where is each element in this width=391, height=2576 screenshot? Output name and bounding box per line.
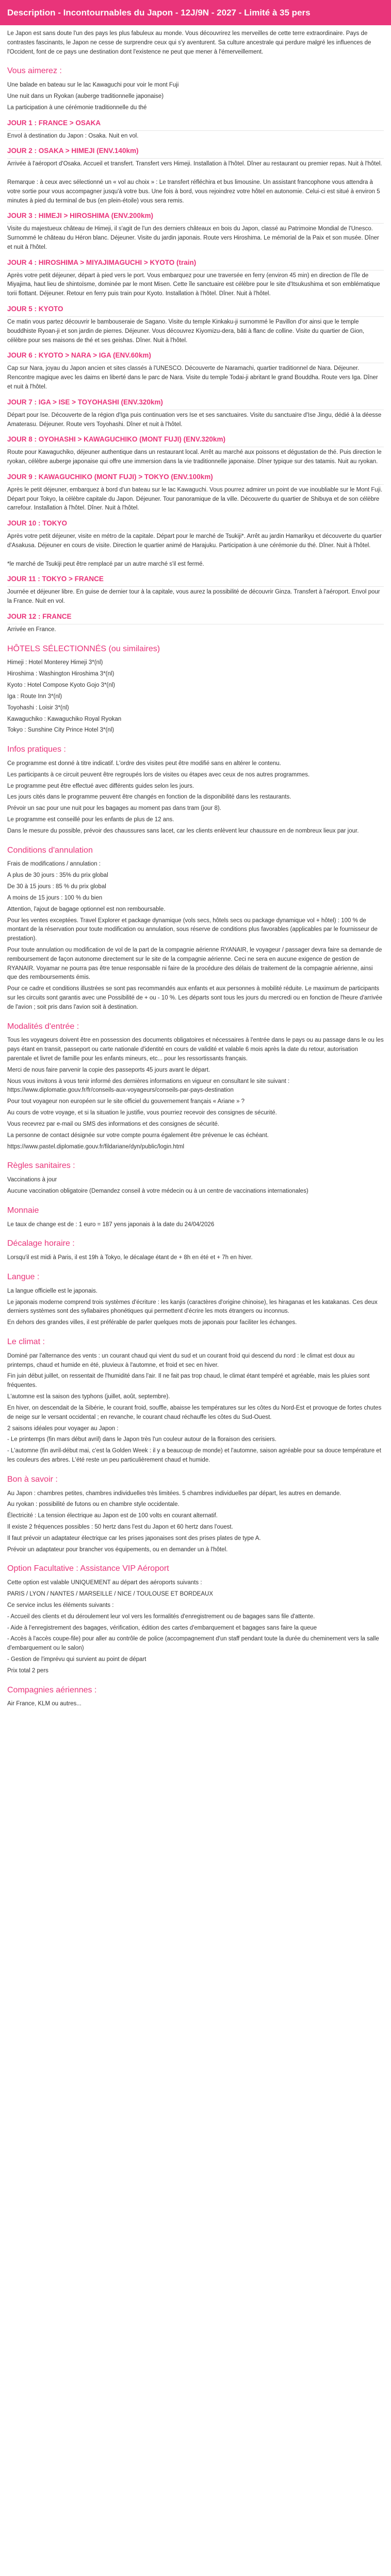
formalities-text: La personne de contact désignée sur votre compte pourra également être prévenue le cas échéant. xyxy=(7,1132,269,1139)
day-title: JOUR 7 : IGA > ISE > TOYOHASHI (ENV.320km) xyxy=(7,397,384,410)
day-description: Journée et déjeuner libre. En guise de dernier tour à la capitale, vous aurez la possibilité de découvrir Ginza. Transfert à l'aéroport. Envol pour la France. Nuit en vol. xyxy=(7,589,380,605)
currency-section xyxy=(7,1205,384,1230)
formalities-heading: Modalités d'entrée : xyxy=(7,1022,79,1031)
day-title: JOUR 8 : OYOHASHI > KAWAGUCHIKO (MONT FUJI) (ENV.320km) xyxy=(7,434,384,447)
climate-text: Fin juin début juillet, on ressentait de l'humidité dans l'air. Il ne fait pas trop chaud, le climat étant tempéré et agréable, mais les pluies sont fréquentes. xyxy=(7,1373,370,1389)
insurance-text: - Gestion de l'imprévu qui survient au point de départ xyxy=(7,1656,146,1663)
day-4 xyxy=(7,258,384,299)
health-heading: Règles sanitaires : xyxy=(7,1161,75,1171)
day-7 xyxy=(7,397,384,430)
day-description: Après votre petit déjeuner, départ à pied vers le port. Vous embarquez pour une traversée en ferry (environ 45 min) en direction de l'île de Miyajima, haut lieu de shintoïsme, dominée par le mont Misen. Cette île sanctuaire est célèbre pour le site d'Itsukushima et son emblématique torii flottant. Déjeuner. Retour en ferry puis train pour Kyoto. Installation à l'hôtel. Dîner. Nuit à l'hôtel. xyxy=(7,272,380,297)
formalities-text: Tous les voyageurs doivent être en possession des documents obligatoires et nécessaires à l'entrée dans le pays ou au passage dans le ou les pays étant en transit, passeport ou carte nationale d'identité en cours de validité et valable 6 mois après la date du retour, autorisation parentale et livret de famille pour les enfants mineurs, etc... pour les ressortissants français. xyxy=(7,1037,384,1062)
climate-text: 2 saisons idéales pour voyager au Japon : xyxy=(7,1425,119,1432)
day-10 xyxy=(7,518,384,569)
content xyxy=(0,25,391,1716)
cancellation-text: A plus de 30 jours : 35% du prix global xyxy=(7,872,108,879)
day-description: Après votre petit déjeuner, visite en métro de la capitale. Départ pour le marché de Tsukiji*. Arrêt au jardin Hamarikyu et découverte du quartier d'Asakusa. Déjeuner en cours de visite. Direction le quartier animé de Harajuku. Participation à une cérémonie du thé. Dîner. Nuit à l'hôtel. *le marché de Tsukiji peut être remplacé par un autre marché s'il est fermé. xyxy=(7,533,382,567)
day-1 xyxy=(7,118,384,141)
day-6 xyxy=(7,350,384,392)
insurance-text: - Accueil des clients et du déroulement leur vol vers les formalités d'enregistrement ou de bagages sans file d'attente. xyxy=(7,1613,315,1620)
day-description: Route pour Kawaguchiko, déjeuner authentique dans un restaurant local. Arrêt au marché aux poissons et dégustation de thé. Puis direction le ryokan, célèbre auberge japonaise qui offre une immersion dans la vie traditionnelle japonaise. Dîner typique sur des tatamis. Nuit au ryokan. xyxy=(7,449,382,465)
day-12 xyxy=(7,612,384,635)
cancellation-heading: Conditions d'annulation xyxy=(7,845,93,855)
airlines-section xyxy=(7,1684,384,1709)
health-text: Aucune vaccination obligatoire (Demandez conseil à votre médecin ou à un centre de vaccinations internationales) xyxy=(7,1188,308,1194)
currency-text: Le taux de change est de : 1 euro = 187 yens japonais à la date du 24/04/2026 xyxy=(7,1221,215,1228)
practical-heading: Infos pratiques : xyxy=(7,745,66,754)
day-3 xyxy=(7,211,384,252)
day-title: JOUR 9 : KAWAGUCHIKO (MONT FUJI) > TOKYO (ENV.100km) xyxy=(7,472,384,485)
day-11 xyxy=(7,574,384,606)
tips-section xyxy=(7,1473,384,1555)
cancellation-text: De 30 à 15 jours : 85 % du prix global xyxy=(7,884,106,890)
cancellation-text: Frais de modifications / annulation : xyxy=(7,861,101,868)
language-heading: Langue : xyxy=(7,1273,40,1281)
day-title: JOUR 2 : OSAKA > HIMEJI (ENV.140km) xyxy=(7,146,384,159)
day-title: JOUR 12 : FRANCE xyxy=(7,612,384,624)
day-description: Arrivée à l'aéroport d'Osaka. Accueil et transfert. Transfert vers Himeji. Installation à l'hôtel. Dîner au restaurant ou premier repas. Nuit à l'hôtel. Remarque : à ceux avec sélectionné un « vol au choix » : Le transfert réfléchira et bus limousine. Un assistant francophone vous attendra à votre sortie pour vous accompagner jusqu'à votre bus. Une fois à bord, vous rejoindrez votre hôtel en autonomie. Celui-ci est situé à environ 5 minutes à pied du terminal de bus (en plein-étoile) vous sera remis. xyxy=(7,161,382,204)
day-title: JOUR 4 : HIROSHIMA > MIYAJIMAGUCHI > KYOTO (train) xyxy=(7,258,384,270)
day-description: Départ pour Ise. Découverte de la région d'Iga puis continuation vers Ise et ses sanctuaires. Visite du sanctuaire d'Ise Jingu, dédié à la déesse Amaterasu. Déjeuner. Route vers Toyohashi. Dîner et nuit à l'hôtel. xyxy=(7,412,382,428)
hotels-list xyxy=(7,658,384,735)
day-8 xyxy=(7,434,384,467)
practical-text: Le programme peut être effectué avec différents guides selon les jours. xyxy=(7,783,194,789)
practical-text: Prévoir un sac pour une nuit pour les bagages au moment pas dans tram (jour 8). xyxy=(7,805,221,812)
cancellation-text: A moins de 15 jours : 100 % du bien xyxy=(7,894,103,901)
insurance-text: - Accès à l'accès coupe-file) pour aller au contrôle de police (accompagnement d'un staff pendant toute la durée du cheminement vers la salle d'embarquement ou le salon) xyxy=(7,1636,379,1652)
practical-text: Dans le mesure du possible, prévoir des chaussures sans lacet, car les clients enlèvent leur chaussure en de nombreux lieux par jour. xyxy=(7,827,359,834)
climate-text: En hiver, on descendait de la Sibérie, le courant froid, souffle, abaisse les températures sur les côtes du Nord-Est et provoque de fortes chutes de neige sur le versant occidental ; en revanche, le courant chaud réchauffe les côtes du Sud-Ouest. xyxy=(7,1404,382,1420)
day-description: Ce matin vous partez découvrir le bambouseraie de Sagano. Visite du temple Kinkaku-ji surnommé le Pavillon d'or ainsi que le temple bouddhiste Ryoan-ji et son jardin de pierres. Déjeuner. Vous découvrez Kiyomizu-dera, bâti à flanc de colline. Visite du quartier de Gion, célèbre pour ses maisons de thé et ses geishas. Dîner. Nuit à l'hôtel. xyxy=(7,318,365,344)
formalities-section xyxy=(7,1021,384,1152)
cancellation-text: Pour ce cadre et conditions illustrées se sont pas recommandés aux enfants et aux personnes à mobilité réduite. Le maximum de participants sur les circuits sont garantis avec une Possibilité de + ou - 10 %. Les départs sont tous les jours du mercredi ou en fonction de l'heure d'arrivée de l'avion ; soit pris dans l'avion soit à destination. xyxy=(7,986,383,1010)
cancellation-section xyxy=(7,844,384,1012)
climate-text: - L'automne (fin avril-début mai, c'est la Golden Week : il y a beaucoup de monde) et l'automne, saison agréable pour sa douce température et les couleurs des arbres. L'été reste un peu particulièrement chaud et humide. xyxy=(7,1448,381,1463)
day-5 xyxy=(7,304,384,345)
day-title: JOUR 3 : HIMEJI > HIROSHIMA (ENV.200km) xyxy=(7,211,384,224)
days-list xyxy=(7,118,384,635)
cancellation-text: Pour toute annulation ou modification de vol de la part de la compagnie aérienne RYANAIR, le voyageur / passager devra faire sa demande de remboursement de façon autonome directement sur le site de la compagnie aérienne. Ceci ne sera en aucune exigence de gestion de RYANAIR. Voyamar ne pourra pas être tenue responsable ni faire de la procédure des délais de traitement de la compagnie aérienne, ainsi que des remboursements émis. xyxy=(7,946,382,981)
day-title: JOUR 6 : KYOTO > NARA > IGA (ENV.60km) xyxy=(7,350,384,363)
tips-text: Il existe 2 fréquences possibles : 50 hertz dans l'est du Japon et 60 hertz dans l'ouest. xyxy=(7,1524,233,1531)
insurance-text: Ce service inclus les éléments suivants : xyxy=(7,1602,114,1608)
hotel-item: Iga : Route Inn 3*(nl) xyxy=(7,693,62,700)
health-text: Vaccinations à jour xyxy=(7,1177,57,1183)
insurance-heading: Option Facultative : Assistance VIP Aéroport xyxy=(7,1564,169,1573)
intro-section xyxy=(7,29,384,57)
hotel-item: Hiroshima : Washington Hiroshima 3*(nl) xyxy=(7,671,115,677)
tips-text: Électricité : La tension électrique au Japon est de 100 volts en courant alternatif. xyxy=(7,1513,218,1519)
highlight-item: Une balade en bateau sur le lac Kawaguchi pour voir le mont Fuji xyxy=(7,82,179,89)
hotels-heading: HÔTELS SÉLECTIONNÉS (ou similaires) xyxy=(7,644,160,653)
cancellation-text: Attention, l'ajout de bagage optionnel est non remboursable. xyxy=(7,906,166,912)
formalities-text: Vous recevrez par e-mail ou SMS des informations et des consignes de sécurité. xyxy=(7,1121,220,1127)
currency-heading: Monnaie xyxy=(7,1206,39,1215)
highlights-list xyxy=(7,81,384,112)
time-heading: Décalage horaire : xyxy=(7,1239,75,1248)
hotel-item: Kyoto : Hotel Compose Kyoto Gojo 3*(nl) xyxy=(7,682,116,689)
hotel-item: Kawaguchiko : Kawaguchiko Royal Ryokan xyxy=(7,716,122,722)
highlight-item: Une nuit dans un Ryokan (auberge traditionnelle japonaise) xyxy=(7,93,164,99)
day-title: JOUR 10 : TOKYO xyxy=(7,518,384,531)
day-2 xyxy=(7,146,384,206)
insurance-text: Prix total 2 pers xyxy=(7,1667,48,1674)
highlights-heading: Vous aimerez : xyxy=(7,66,62,76)
language-text: La langue officielle est le japonais. xyxy=(7,1287,97,1294)
hotel-item: Toyohashi : Loisir 3*(nl) xyxy=(7,704,69,711)
tips-text: Au Japon : chambres petites, chambres individuelles très limitées. 5 chambres individuelles par départ, les autres en demande. xyxy=(7,1490,341,1497)
intro-text: Le Japon est sans doute l'un des pays les plus fabuleux au monde. Vous découvrirez les merveilles de cette terre extraordinaire. Pays de contrastes fascinants, le Japon ne cesse de surprendre ceux qui s'y aventurent. Sa culture ancestrale qui perdure malgré les influences de l'Occident, font de ce pays une destination dont l'existence ne peut que mener à l'émerveillement. xyxy=(7,30,371,55)
hotel-item: Himeji : Hotel Monterey Himeji 3*(nl) xyxy=(7,659,103,666)
practical-text: Les participants à ce circuit peuvent être regroupés lors de visites ou étapes avec ceux de nos autres programmes. xyxy=(7,771,310,778)
tips-heading: Bon à savoir : xyxy=(7,1475,58,1484)
day-description: Visite du majestueux château de Himeji, il s'agit de l'un des derniers châteaux en bois du Japon, classé au Patrimoine Mondial de l'Unesco. Surnommé le château du Héron blanc. Déjeuner. Visite du jardin japonais. Route vers Hiroshima. Le mémorial de la Paix et son musée. Dîner et nuit à l'hôtel. xyxy=(7,226,379,250)
health-section xyxy=(7,1160,384,1196)
hotel-item: Tokyo : Sunshine City Prince Hotel 3*(nl) xyxy=(7,727,115,734)
formalities-text: Au cours de votre voyage, et si la situation le justifie, vous pourriez recevoir des consignes de sécurité. xyxy=(7,1110,277,1116)
airlines-text: Air France, KLM ou autres... xyxy=(7,1701,82,1707)
info-sections xyxy=(7,743,384,1709)
practical-text: Le programme est conseillé pour les enfants de plus de 12 ans. xyxy=(7,817,174,823)
cancellation-text: Pour les ventes exceptées. Travel Explorer et package dynamique (vols secs, hôtels secs ou package dynamique vol + hôtel) : 100 % de montant de la réservation pour toute modification ou annulation, sous réserve de conditions plus favorables (applicables par le fournisseur de prestation). xyxy=(7,917,378,942)
page-title: Description - Incontournables du Japon - 12J/9N - 2027 - Limité à 35 pers xyxy=(7,8,311,18)
tips-text: Il faut prévoir un adaptateur électrique car les prises japonaises sont des prises plates de type A. xyxy=(7,1535,261,1541)
language-text: Le japonais moderne comprend trois systèmes d'écriture : les kanjis (caractères d'origine chinoise), les hiraganas et les katakanas. Ces deux derniers systèmes sont des syllabaires phonétiques qui permettent d'écrire les mots étrangers ou inconnus. xyxy=(7,1299,378,1315)
insurance-section xyxy=(7,1563,384,1675)
insurance-text: PARIS / LYON / NANTES / MARSEILLE / NICE / TOULOUSE ET BORDEAUX xyxy=(7,1591,213,1598)
formalities-text: Pour tout voyageur non européen sur le site officiel du gouvernement français « Ariane » ? xyxy=(7,1098,245,1105)
day-description: Cap sur Nara, joyau du Japon ancien et sites classés à l'UNESCO. Découverte de Naramachi, quartier traditionnel de Nara. Déjeuner. Rencontre magique avec les daims en liberté dans le parc de Nara. Visite du temple Todai-ji abritant le grand Bouddha. Route vers Iga. Dîner et nuit à l'hôtel. xyxy=(7,365,378,390)
climate-section xyxy=(7,1336,384,1465)
day-title: JOUR 5 : KYOTO xyxy=(7,304,384,317)
time-section xyxy=(7,1238,384,1263)
climate-heading: Le climat : xyxy=(7,1337,45,1347)
tips-text: Au ryokan : possibilité de futons ou en chambre style occidentale. xyxy=(7,1501,180,1508)
insurance-text: - Aide à l'enregistrement des bagages, vérification, édition des cartes d'embarquement et bagages sans faire la queue xyxy=(7,1624,317,1631)
climate-text: - Le printemps (fin mars début avril) dans le Japon très l'un couleur autour de la floraison des cerisiers. xyxy=(7,1436,276,1443)
highlight-item: La participation à une cérémonie traditionnelle du thé xyxy=(7,104,147,111)
language-section xyxy=(7,1271,384,1328)
time-text: Lorsqu'il est midi à Paris, il est 19h à Tokyo, le décalage étant de + 8h en été et + 7h en hiver. xyxy=(7,1255,253,1261)
day-9 xyxy=(7,472,384,513)
formalities-text: Nous vous invitons à vous tenir informé des dernières informations en vigueur en consultant le site suivant : https://www.diplomatie.gouv.fr/fr/conseils-aux-voyageurs/conseils-par-pays-destination xyxy=(7,1078,290,1094)
climate-text: L'automne est la saison des typhons (juillet, août, septembre). xyxy=(7,1394,170,1400)
page-header xyxy=(0,0,391,25)
formalities-text: Merci de nous faire parvenir la copie des passeports 45 jours avant le départ. xyxy=(7,1066,210,1073)
language-text: En dehors des grandes villes, il est préférable de parler quelques mots de japonais pour faciliter les échanges. xyxy=(7,1319,297,1326)
insurance-text: Cette option est valable UNIQUEMENT au départ des aéroports suivants : xyxy=(7,1580,202,1586)
day-description: Après le petit déjeuner, embarquez à bord d'un bateau sur le lac Kawaguchi. Vous pourrez admirer un point de vue inoubliable sur le Mont Fuji. Départ pour Tokyo, la célèbre capitale du Japon. Déjeuner. Tour panoramique de la ville. Découverte du quartier de Shibuya et de son célèbre carrefour. Installation à l'hôtel. Dîner. Nuit à l'hôtel. xyxy=(7,486,383,512)
tips-text: Prévoir un adaptateur pour brancher vos équipements, ou en demander un à l'hôtel. xyxy=(7,1546,228,1553)
practical-text: Les jours cités dans le programme peuvent être changés en fonction de la disponibilité dans les restaurants. xyxy=(7,794,291,801)
climate-text: Dominé par l'alternance des vents : un courant chaud qui vient du sud et un courant froid qui descend du nord : le climat est doux au printemps, chaud et humide en été, pluvieux à l'automne, et froid et sec en hiver. xyxy=(7,1352,355,1368)
day-description: Arrivée en France. xyxy=(7,626,56,633)
practical-section xyxy=(7,743,384,836)
airlines-heading: Compagnies aériennes : xyxy=(7,1685,97,1694)
day-title: JOUR 1 : FRANCE > OSAKA xyxy=(7,118,384,131)
formalities-text: https://www.pastel.diplomatie.gouv.fr/fildariane/dyn/public/login.html xyxy=(7,1143,185,1150)
day-title: JOUR 11 : TOKYO > FRANCE xyxy=(7,574,384,587)
day-description: Envol à destination du Japon : Osaka. Nuit en vol. xyxy=(7,132,139,139)
practical-text: Ce programme est donné à titre indicatif. L'ordre des visites peut être modifié sans en altérer le contenu. xyxy=(7,760,281,767)
